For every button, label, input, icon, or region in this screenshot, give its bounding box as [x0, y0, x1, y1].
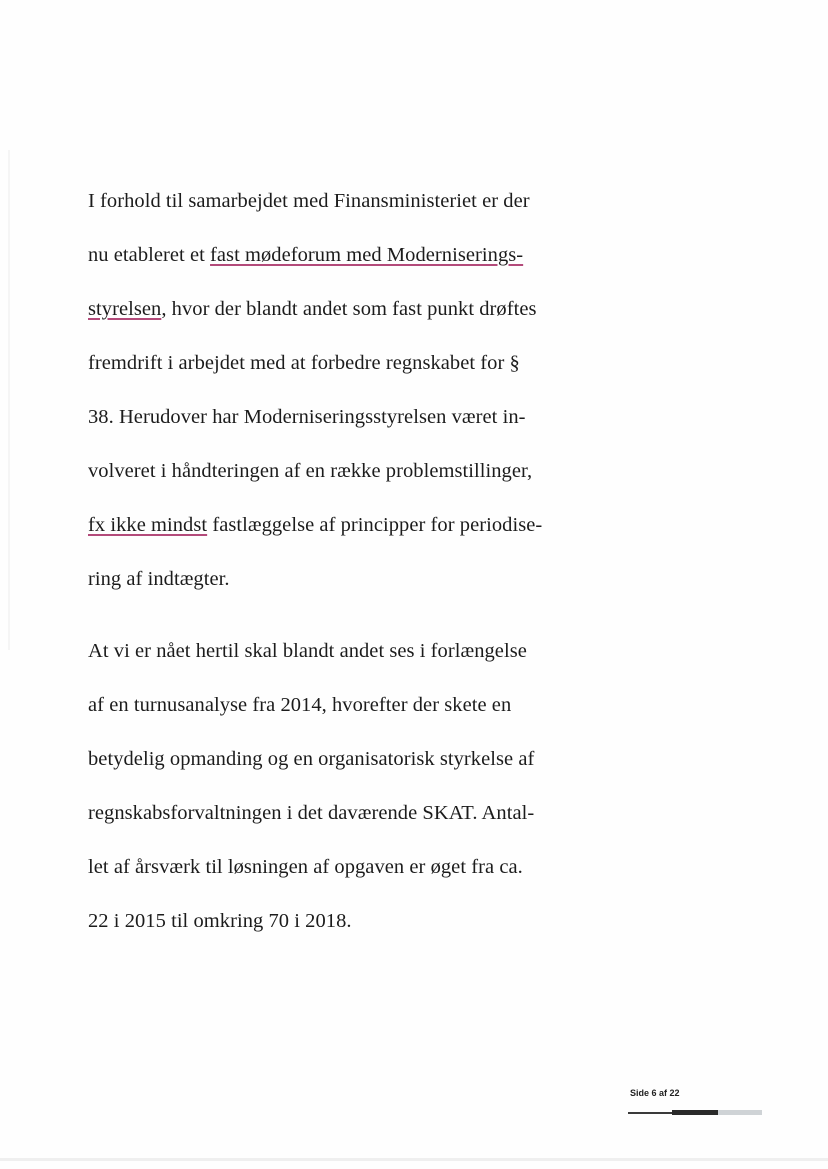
- page-number: Side 6 af 22: [630, 1088, 680, 1098]
- text-line: [88, 240, 523, 270]
- text-line: [88, 186, 530, 216]
- text-line: [88, 690, 511, 720]
- footer-bar-segment: [718, 1110, 762, 1115]
- footer-bar-segment: [628, 1112, 672, 1114]
- text-run: I forhold til samarbejdet med Finansministeriet er der: [88, 190, 530, 212]
- underlined-text: fx ikke mindst: [88, 514, 208, 536]
- text-line: [88, 744, 534, 774]
- text-run: nu etableret et: [88, 244, 211, 266]
- text-run: betydelig opmanding og en organisatorisk styrkelse af: [88, 748, 535, 770]
- text-line: [88, 852, 523, 882]
- text-run: 22 i 2015 til omkring 70 i 2018.: [88, 910, 352, 932]
- underlined-text: styrelsen: [88, 298, 162, 320]
- underlined-text: fast mødeforum med Moderniserings-: [210, 244, 524, 266]
- text-run: fastlæggelse af principper for periodise-: [207, 514, 543, 536]
- text-line: [88, 564, 230, 594]
- text-run: 38. Herudover har Moderniseringsstyrelsen været in-: [88, 406, 526, 428]
- text-line: [88, 456, 532, 486]
- text-run: fremdrift i arbejdet med at forbedre regnskabet for §: [88, 352, 520, 374]
- text-line: [88, 402, 526, 432]
- text-run: , hvor der blandt andet som fast punkt drøftes: [161, 298, 537, 320]
- text-line: [88, 798, 534, 828]
- text-line: [88, 294, 537, 324]
- text-line: [88, 510, 542, 540]
- footer-bar-segment: [672, 1110, 718, 1115]
- text-line: [88, 636, 527, 666]
- text-line: [88, 348, 520, 378]
- text-run: let af årsværk til løsningen af opgaven er øget fra ca.: [88, 856, 523, 878]
- text-run: af en turnusanalyse fra 2014, hvorefter der skete en: [88, 694, 512, 716]
- text-run: volveret i håndteringen af en række problemstillinger,: [88, 460, 533, 482]
- page-footer: [628, 1088, 762, 1118]
- text-run: regnskabsforvaltningen i det daværende SKAT. Antal-: [88, 802, 535, 824]
- text-line: [88, 906, 352, 936]
- text-run: ring af indtægter.: [88, 568, 230, 590]
- text-run: At vi er nået hertil skal blandt andet ses i forlængelse: [88, 640, 527, 662]
- scan-edge-mark: [8, 150, 10, 650]
- footer-progress-bar: [628, 1110, 762, 1115]
- scan-edge-mark: [0, 1158, 828, 1161]
